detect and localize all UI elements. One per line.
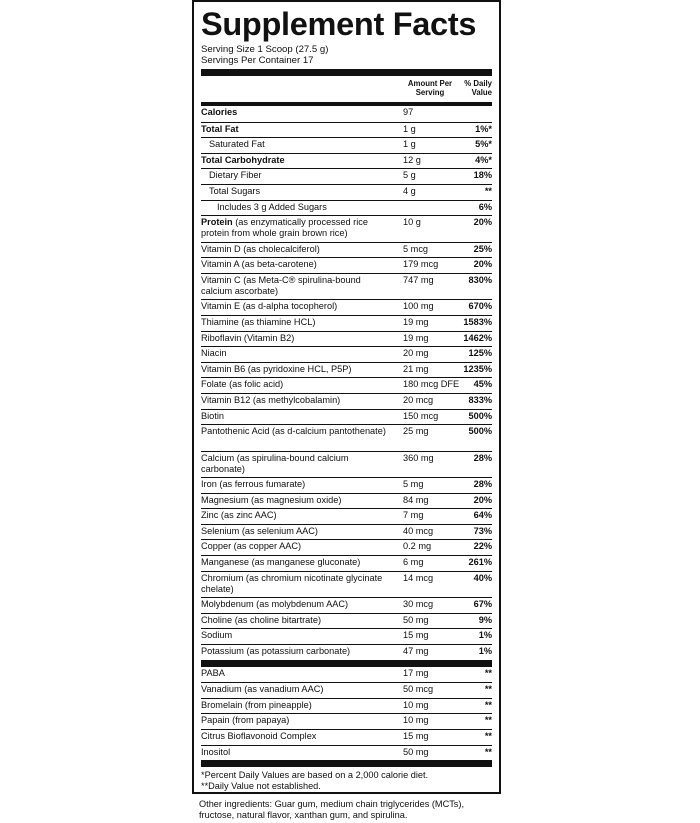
amount-per-serving: 17 mg bbox=[403, 667, 429, 678]
daily-value: 1235% bbox=[463, 363, 492, 374]
table-row bbox=[201, 242, 492, 258]
daily-value: 833% bbox=[468, 394, 492, 405]
daily-value: 4%* bbox=[475, 154, 492, 165]
nutrient-name: Vitamin B6 (as pyridoxine HCL, P5P) bbox=[201, 363, 352, 374]
daily-value: 125% bbox=[468, 348, 492, 359]
nutrient-name: Choline (as choline bitartrate) bbox=[201, 614, 322, 625]
nutrient-name: PABA bbox=[201, 667, 225, 678]
daily-value: 20% bbox=[473, 494, 492, 505]
thick-divider bbox=[201, 660, 492, 667]
nutrient-name: Iron (as ferrous fumarate) bbox=[201, 479, 306, 490]
table-row bbox=[201, 299, 492, 315]
table-row bbox=[201, 257, 492, 273]
table-row bbox=[201, 698, 492, 714]
amount-per-serving: 1 g bbox=[403, 139, 416, 150]
table-row bbox=[201, 667, 492, 683]
daily-value: 25% bbox=[473, 243, 492, 254]
daily-value: ** bbox=[484, 185, 492, 196]
nutrient-name: Folate (as folic acid) bbox=[201, 379, 284, 390]
nutrient-name-bold: Protein bbox=[201, 217, 233, 228]
table-row bbox=[201, 597, 492, 613]
amount-per-serving: 19 mg bbox=[403, 316, 429, 327]
amount-per-serving: 20 mg bbox=[403, 348, 429, 359]
nutrient-name: Vitamin B12 (as methylcobalamin) bbox=[201, 394, 341, 405]
nutrient-name: Total Sugars bbox=[209, 185, 261, 196]
nutrient-name: Papain (from papaya) bbox=[201, 715, 290, 726]
nutrient-name: Total Fat bbox=[201, 123, 239, 134]
table-row bbox=[201, 613, 492, 629]
nutrient-name: Vitamin E (as d-alpha tocopherol) bbox=[201, 301, 338, 312]
daily-value: 1%* bbox=[475, 123, 492, 134]
daily-value: 1% bbox=[478, 630, 492, 641]
table-row bbox=[201, 493, 492, 509]
nutrient-name: Saturated Fat bbox=[209, 139, 265, 150]
daily-value: 670% bbox=[468, 301, 492, 312]
table-row bbox=[201, 153, 492, 169]
nutrient-name: Dietary Fiber bbox=[209, 170, 262, 181]
nutrient-name: Biotin bbox=[201, 410, 224, 421]
table-row bbox=[201, 555, 492, 571]
nutrient-table bbox=[201, 106, 492, 660]
daily-value: 28% bbox=[473, 452, 492, 463]
daily-value: 45% bbox=[473, 379, 492, 390]
daily-value: 64% bbox=[473, 510, 492, 521]
daily-value: 40% bbox=[473, 572, 492, 583]
amount-per-serving: 1 g bbox=[403, 123, 416, 134]
nutrient-name: Riboflavin (Vitamin B2) bbox=[201, 332, 295, 343]
amount-per-serving: 19 mg bbox=[403, 332, 429, 343]
amount-per-serving: 180 mcg DFE bbox=[403, 379, 460, 390]
daily-value: 20% bbox=[473, 259, 492, 270]
thick-divider bbox=[201, 760, 492, 767]
nutrient-name: Citrus Bioflavonoid Complex bbox=[201, 730, 317, 741]
serving-size: Serving Size 1 Scoop (27.5 g) bbox=[201, 44, 329, 55]
nutrient-name: Includes 3 g Added Sugars bbox=[217, 201, 327, 212]
nutrient-name: Selenium (as selenium AAC) bbox=[201, 525, 318, 536]
daily-value: 5%* bbox=[475, 139, 492, 150]
table-row bbox=[201, 409, 492, 425]
table-row bbox=[201, 184, 492, 200]
nutrient-name: Sodium bbox=[201, 630, 233, 641]
daily-value: 28% bbox=[473, 479, 492, 490]
nutrient-name: Magnesium (as magnesium oxide) bbox=[201, 494, 342, 505]
amount-per-serving: 15 mg bbox=[403, 630, 429, 641]
amount-per-serving: 150 mcg bbox=[403, 410, 439, 421]
nutrient-name: Pantothenic Acid (as d-calcium pantothenate) bbox=[201, 426, 386, 437]
nutrient-name bbox=[201, 216, 393, 239]
nutrient-name-detail: (as enzymatically processed rice protein from whole grain brown rice) bbox=[201, 217, 368, 239]
table-row bbox=[201, 273, 492, 300]
nutrient-name: Thiamine (as thiamine HCL) bbox=[201, 316, 316, 327]
amount-per-serving: 20 mcg bbox=[403, 394, 434, 405]
daily-value: 9% bbox=[478, 614, 492, 625]
amount-per-serving: 10 mg bbox=[403, 699, 429, 710]
amount-per-serving: 25 mg bbox=[403, 426, 429, 437]
amount-per-serving: 50 mcg bbox=[403, 684, 434, 695]
daily-value: 830% bbox=[468, 274, 492, 285]
amount-per-serving: 30 mcg bbox=[403, 599, 434, 610]
daily-value: 1462% bbox=[463, 332, 492, 343]
table-row bbox=[201, 200, 492, 216]
servings-per-container: Servings Per Container 17 bbox=[201, 55, 314, 66]
daily-value: 73% bbox=[473, 525, 492, 536]
footnote-not-established: **Daily Value not established. bbox=[201, 781, 321, 792]
table-row bbox=[201, 315, 492, 331]
nutrient-name: Vitamin A (as beta-carotene) bbox=[201, 259, 317, 270]
thick-divider bbox=[201, 69, 492, 76]
nutrient-name: Bromelain (from pineapple) bbox=[201, 699, 312, 710]
amount-per-serving: 12 g bbox=[403, 154, 421, 165]
table-row bbox=[201, 477, 492, 493]
daily-value: ** bbox=[484, 746, 492, 757]
nutrient-name: Manganese (as manganese gluconate) bbox=[201, 557, 361, 568]
daily-value: ** bbox=[484, 730, 492, 741]
other-ingredients: Other ingredients: Guar gum, medium chain triglycerides (MCTs), fructose, natural flavor, xanthan gum, and spirulina. bbox=[199, 799, 464, 820]
nutrient-name: Chromium (as chromium nicotinate glycinate chelate) bbox=[201, 572, 383, 594]
nutrient-name: Calories bbox=[201, 107, 238, 117]
amount-per-serving: 40 mcg bbox=[403, 525, 434, 536]
nutrient-name: Inositol bbox=[201, 746, 231, 757]
amount-per-serving: 21 mg bbox=[403, 363, 429, 374]
nutrient-name: Calcium (as spirulina-bound calcium carbonate) bbox=[201, 452, 349, 474]
amount-header: Amount Per Serving bbox=[407, 79, 453, 97]
table-row bbox=[201, 122, 492, 138]
daily-value: 1583% bbox=[463, 316, 492, 327]
column-header bbox=[201, 76, 492, 102]
table-row bbox=[201, 628, 492, 644]
amount-per-serving: 50 mg bbox=[403, 746, 429, 757]
table-row bbox=[201, 539, 492, 555]
amount-per-serving: 100 mg bbox=[403, 301, 434, 312]
daily-value: 500% bbox=[468, 426, 492, 437]
table-row bbox=[201, 168, 492, 184]
table-row bbox=[201, 137, 492, 153]
table-row bbox=[201, 451, 492, 478]
table-row bbox=[201, 331, 492, 347]
nutrient-name: Niacin bbox=[201, 348, 227, 359]
daily-value: 261% bbox=[468, 557, 492, 568]
amount-per-serving: 47 mg bbox=[403, 645, 429, 656]
nutrient-name: Molybdenum (as molybdenum AAC) bbox=[201, 599, 349, 610]
amount-per-serving: 15 mg bbox=[403, 730, 429, 741]
table-row bbox=[201, 682, 492, 698]
daily-value: 67% bbox=[473, 599, 492, 610]
amount-per-serving: 360 mg bbox=[403, 452, 434, 463]
nutrient-name: Vanadium (as vanadium AAC) bbox=[201, 684, 324, 695]
amount-per-serving: 10 mg bbox=[403, 715, 429, 726]
amount-per-serving: 6 mg bbox=[403, 557, 424, 568]
nutrient-name: Copper (as copper AAC) bbox=[201, 541, 302, 552]
amount-per-serving: 84 mg bbox=[403, 494, 429, 505]
amount-per-serving: 747 mg bbox=[403, 274, 434, 285]
daily-value: 1% bbox=[478, 645, 492, 656]
amount-per-serving: 7 mg bbox=[403, 510, 424, 521]
table-row bbox=[201, 106, 492, 122]
table-row bbox=[201, 362, 492, 378]
table-row bbox=[201, 571, 492, 598]
amount-per-serving: 50 mg bbox=[403, 614, 429, 625]
table-row bbox=[201, 644, 492, 660]
nutrient-name: Potassium (as potassium carbonate) bbox=[201, 645, 351, 656]
amount-per-serving: 5 mcg bbox=[403, 243, 429, 254]
daily-value: ** bbox=[484, 715, 492, 726]
table-row bbox=[201, 508, 492, 524]
daily-value: 18% bbox=[473, 170, 492, 181]
amount-per-serving: 10 g bbox=[403, 217, 421, 228]
daily-value: ** bbox=[484, 699, 492, 710]
amount-per-serving: 179 mcg bbox=[403, 259, 439, 270]
dv-header: % Daily Value bbox=[464, 79, 492, 97]
daily-value: 20% bbox=[473, 217, 492, 228]
amount-per-serving: 5 mg bbox=[403, 479, 424, 490]
table-row bbox=[201, 524, 492, 540]
supplement-facts-panel bbox=[192, 0, 501, 794]
table-row bbox=[201, 729, 492, 745]
nutrient-name: Total Carbohydrate bbox=[201, 154, 285, 165]
daily-value: 22% bbox=[473, 541, 492, 552]
table-row bbox=[201, 745, 492, 761]
daily-value: ** bbox=[484, 684, 492, 695]
table-row bbox=[201, 713, 492, 729]
other-nutrient-table bbox=[201, 667, 492, 761]
table-row bbox=[201, 346, 492, 362]
amount-per-serving: 14 mcg bbox=[403, 572, 434, 583]
table-row bbox=[201, 215, 492, 242]
amount-per-serving: 4 g bbox=[403, 185, 416, 196]
table-row bbox=[201, 393, 492, 409]
amount-per-serving: 5 g bbox=[403, 170, 416, 181]
nutrient-name: Vitamin D (as cholecalciferol) bbox=[201, 243, 320, 254]
footnote-daily-values: *Percent Daily Values are based on a 2,000 calorie diet. bbox=[201, 770, 429, 781]
daily-value: ** bbox=[484, 667, 492, 678]
daily-value: 6% bbox=[478, 201, 492, 212]
amount-per-serving: 97 bbox=[403, 107, 414, 117]
daily-value: 500% bbox=[468, 410, 492, 421]
table-row bbox=[201, 377, 492, 393]
table-row bbox=[201, 424, 492, 451]
nutrient-name: Vitamin C (as Meta-C® spirulina-bound calcium ascorbate) bbox=[201, 274, 361, 296]
amount-per-serving: 0.2 mg bbox=[403, 541, 432, 552]
nutrient-name: Zinc (as zinc AAC) bbox=[201, 510, 277, 521]
panel-title: Supplement Facts bbox=[201, 6, 477, 42]
